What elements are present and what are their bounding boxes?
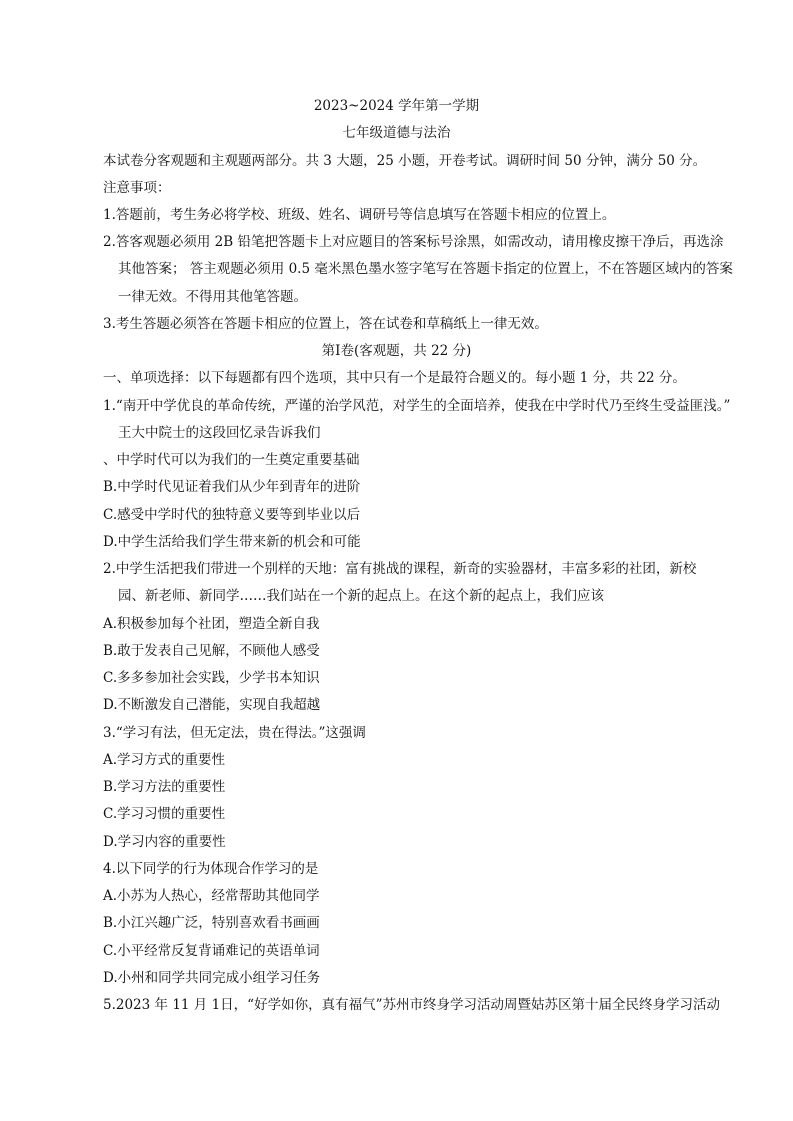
notes-title: 注意事项： bbox=[103, 180, 171, 196]
note-2-line-2: 其他答案； 答主观题必须用 0.5 毫米黑色墨水签字笔写在答题卡指定的位置上，不在答题区域内的答案 bbox=[118, 261, 733, 277]
q2-option-b: B.敢于发表自己见解，不顾他人感受 bbox=[103, 643, 320, 659]
exam-intro: 本试卷分客观题和主观题两部分。共 3 大题，25 小题，开卷考试。调研时间 50 分钟，满分 50 分。 bbox=[103, 153, 707, 169]
note-3: 3.考生答题必须答在答题卡相应的位置上，答在试卷和草稿纸上一律无效。 bbox=[103, 316, 548, 332]
note-2-line-1: 2.答客观题必须用 2B 铅笔把答题卡上对应题目的答案标号涂黑，如需改动，请用橡皮擦干净后，再选涂 bbox=[103, 234, 724, 250]
q4-option-a: A.小苏为人热心，经常帮助其他同学 bbox=[103, 888, 320, 904]
note-2-line-3: 一律无效。不得用其他笔答题。 bbox=[118, 289, 307, 305]
q1-stem-line-2: 王大中院士的这段回忆录告诉我们 bbox=[118, 425, 321, 441]
q1-option-d: D.中学生活给我们学生带来新的机会和可能 bbox=[103, 534, 361, 550]
q4-stem: 4.以下同学的行为体现合作学习的是 bbox=[103, 861, 319, 877]
q2-option-d: D.不断激发自己潜能，实现自我超越 bbox=[103, 697, 321, 713]
note-1: 1.答题前，考生务必将学校、班级、姓名、调研号等信息填写在答题卡相应的位置上。 bbox=[103, 207, 616, 223]
q1-option-a: 、中学时代可以为我们的一生奠定重要基础 bbox=[103, 452, 360, 468]
q4-option-b: B.小江兴趣广泛，特别喜欢看书画画 bbox=[103, 915, 320, 931]
q3-stem: 3.“学习有法，但无定法，贵在得法。”这强调 bbox=[103, 725, 366, 741]
q2-stem-line-1: 2.中学生活把我们带进一个别样的天地：富有挑战的课程，新奇的实验器材，丰富多彩的社团，新校 bbox=[103, 561, 697, 577]
q3-option-c: C.学习习惯的重要性 bbox=[103, 806, 226, 822]
subject-title: 七年级道德与法治 bbox=[342, 125, 451, 141]
q3-option-d: D.学习内容的重要性 bbox=[103, 834, 226, 850]
q4-option-c: C.小平经常反复背诵难记的英语单词 bbox=[103, 943, 320, 959]
q1-option-b: B.中学时代见证着我们从少年到青年的进阶 bbox=[103, 479, 361, 495]
term-header: 2023~2024 学年第一学期 bbox=[313, 98, 480, 114]
q1-stem-line-1: 1.“南开中学优良的革命传统，严谨的治学风范，对学生的全面培养，使我在中学时代乃至终生受益匪浅。” bbox=[103, 398, 731, 414]
section-title: 第Ⅰ卷(客观题，共 22 分) bbox=[321, 343, 472, 359]
part1-heading: 一、单项选择：以下每题都有四个选项，其中只有一个是最符合题义的。每小题 1 分，共 22 分。 bbox=[103, 370, 686, 386]
q3-option-b: B.学习方法的重要性 bbox=[103, 779, 226, 795]
q2-stem-line-2: 园、新老师、新同学……我们站在一个新的起点上。在这个新的起点上，我们应该 bbox=[118, 588, 604, 604]
q2-option-c: C.多多参加社会实践，少学书本知识 bbox=[103, 670, 320, 686]
q4-option-d: D.小州和同学共同完成小组学习任务 bbox=[103, 970, 321, 986]
q2-option-a: A.积极参加每个社团，塑造全新自我 bbox=[103, 616, 320, 632]
q3-option-a: A.学习方式的重要性 bbox=[103, 752, 226, 768]
q5-stem-line-1: 5.2023 年 11 月 1日，“好学如你，真有福气”苏州市终身学习活动周暨姑苏区第十届全民终身学习活动 bbox=[103, 997, 720, 1013]
q1-option-c: C.感受中学时代的独特意义要等到毕业以后 bbox=[103, 507, 361, 523]
